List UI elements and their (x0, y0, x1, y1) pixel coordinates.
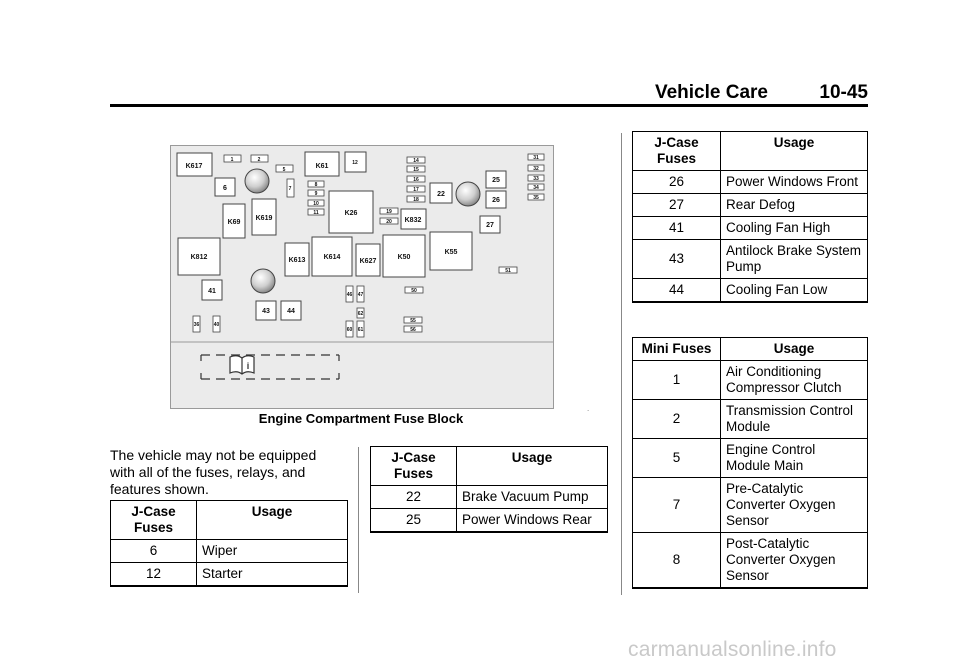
table-row: 43 Antilock Brake System Pump (633, 240, 868, 279)
table-row: 5 Engine Control Module Main (633, 439, 868, 478)
fuse-table-1 (110, 500, 348, 587)
fuse-table-2 (370, 446, 608, 533)
label-f61: 61 (357, 327, 364, 333)
column-divider-right (621, 133, 622, 595)
label-f16: 16 (413, 177, 419, 183)
label-k613: K613 (288, 257, 306, 264)
capacitor-top-right (456, 182, 480, 206)
table-row: 27 Rear Defog (633, 194, 868, 217)
label-f2: 2 (257, 157, 261, 163)
label-k627: K627 (359, 258, 377, 265)
table-row: 26 Power Windows Front (633, 171, 868, 194)
table-row: 8 Post-Catalytic Converter Oxygen Sensor (633, 533, 868, 589)
table-row: 22 Brake Vacuum Pump (371, 486, 608, 509)
label-f43: 43 (262, 308, 270, 315)
section-title: Vehicle Care (654, 82, 768, 103)
table-row: 25 Power Windows Rear (371, 509, 608, 533)
watermark: carmanualsonline.info (628, 638, 837, 661)
label-f62: 62 (357, 311, 364, 317)
label-f60: 60 (346, 327, 353, 333)
table-row: 1 Air Conditioning Compressor Clutch (633, 361, 868, 400)
label-f9: 9 (314, 191, 318, 197)
label-f18: 18 (413, 197, 419, 203)
label-f27: 27 (486, 222, 494, 229)
page-header (110, 82, 868, 104)
table4-header-usage: Usage (721, 338, 868, 361)
svg-text:i: i (246, 361, 250, 371)
label-k61: K61 (315, 163, 329, 170)
label-k50: K50 (397, 254, 411, 261)
label-f50: 50 (411, 288, 417, 294)
label-f22: 22 (437, 191, 445, 198)
label-f33: 33 (533, 176, 539, 182)
label-f25: 25 (492, 177, 500, 184)
label-f15: 15 (413, 167, 419, 173)
label-f20: 20 (386, 219, 392, 225)
table2-header-usage: Usage (457, 447, 608, 486)
label-k832: K832 (404, 217, 422, 224)
table1-header-usage: Usage (197, 501, 348, 540)
label-f51: 51 (505, 268, 511, 274)
label-f10: 10 (313, 201, 319, 207)
label-f6: 6 (223, 185, 227, 192)
table1-header-fuses: J-Case Fuses (111, 501, 197, 540)
label-k69: K69 (227, 219, 241, 226)
label-f19: 19 (386, 209, 392, 215)
label-f56: 56 (410, 327, 416, 333)
table-row: 2 Transmission Control Module (633, 400, 868, 439)
label-k617: K617 (185, 163, 203, 170)
label-f41: 41 (208, 288, 216, 295)
label-f44: 44 (287, 308, 295, 315)
label-f7: 7 (288, 186, 292, 192)
label-k55: K55 (444, 249, 458, 256)
page-number: 10-45 (819, 82, 868, 103)
table-row: 7 Pre-Catalytic Converter Oxygen Sensor (633, 478, 868, 533)
label-k812: K812 (190, 254, 208, 261)
label-k619: K619 (255, 215, 273, 222)
fuse-table-3 (632, 131, 868, 303)
label-k26: K26 (344, 210, 358, 217)
table-row: 41 Cooling Fan High (633, 217, 868, 240)
label-f8: 8 (314, 182, 318, 188)
header-rule (110, 104, 868, 107)
label-f26: 26 (492, 197, 500, 204)
table3-header-fuses: J-Case Fuses (633, 132, 721, 171)
label-f32: 32 (533, 166, 539, 172)
label-f55: 55 (410, 318, 416, 324)
manual-info-icon (201, 355, 339, 379)
stray-mark: . (587, 404, 590, 413)
intro-paragraph: The vehicle may not be equipped with all of the fuses, relays, and features shown. (110, 447, 317, 497)
label-f34: 34 (533, 185, 539, 191)
column-divider-left (358, 447, 359, 593)
table3-header-usage: Usage (721, 132, 868, 171)
fuse-block-diagram (170, 145, 554, 409)
label-f40: 40 (213, 322, 220, 328)
capacitor-bottom-left (251, 269, 275, 293)
label-f17: 17 (413, 187, 419, 193)
label-k614: K614 (323, 254, 341, 261)
table4-header-fuses: Mini Fuses (633, 338, 721, 361)
table2-header-fuses: J-Case Fuses (371, 447, 457, 486)
table-row: 12 Starter (111, 563, 348, 587)
label-f47: 47 (357, 292, 364, 298)
label-f35: 35 (533, 195, 539, 201)
label-f31: 31 (533, 155, 539, 161)
table-row: 44 Cooling Fan Low (633, 279, 868, 303)
label-f36: 36 (193, 322, 200, 328)
label-f5: 5 (282, 167, 286, 173)
label-f14: 14 (413, 158, 419, 164)
diagram-caption: Engine Compartment Fuse Block (258, 411, 464, 426)
label-f11: 11 (313, 210, 319, 216)
label-f12: 12 (352, 160, 358, 166)
table-row: 6 Wiper (111, 540, 348, 563)
capacitor-top-left (245, 169, 269, 193)
fuse-table-4 (632, 337, 868, 589)
label-f1: 1 (230, 157, 234, 163)
label-f46: 46 (346, 292, 353, 298)
